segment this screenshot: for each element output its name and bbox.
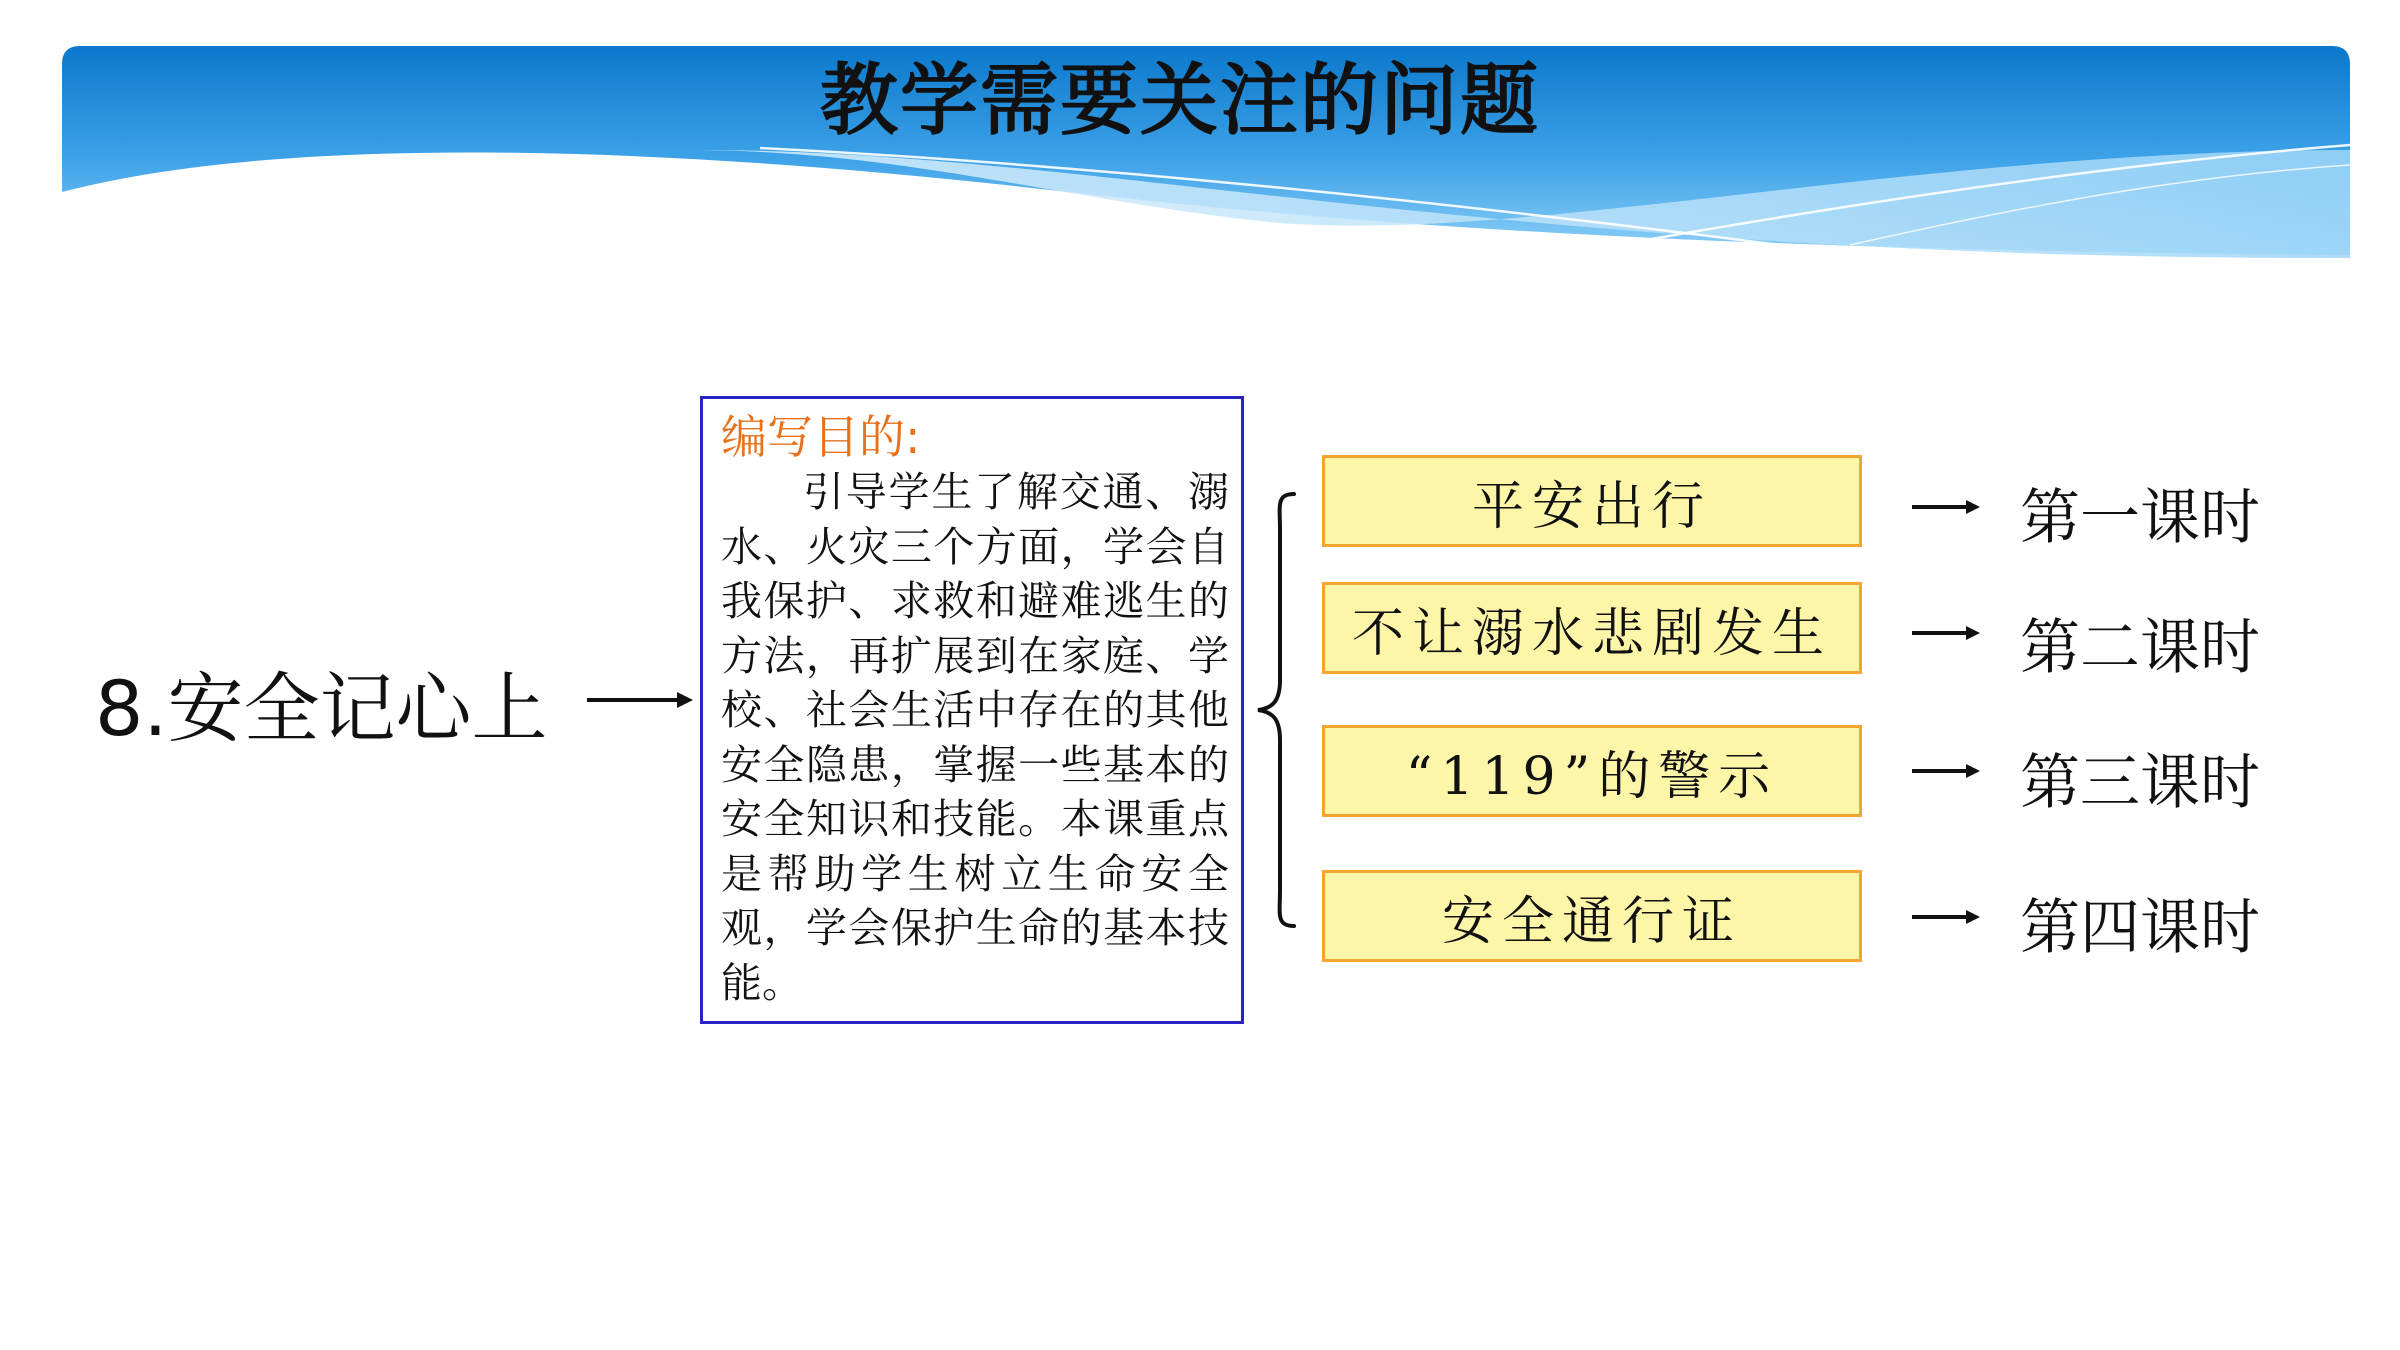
- right-arrow-icon: [1910, 618, 1982, 648]
- period-label-3: 第三课时: [2020, 748, 2260, 818]
- period-label-2: 第二课时: [2020, 613, 2260, 683]
- period-label-1: 第一课时: [2020, 483, 2260, 553]
- purpose-box: [700, 396, 1244, 1024]
- right-arrow-icon: [1910, 492, 1982, 522]
- purpose-heading: 编写目的:: [721, 410, 921, 464]
- lesson-box-4: 安全通行证: [1322, 870, 1862, 962]
- right-arrow-icon: [1910, 756, 1982, 786]
- slide-title: 教学需要关注的问题: [819, 56, 1540, 146]
- lesson-box-3: “119”的警示: [1322, 725, 1862, 817]
- purpose-body: 引导学生了解交通、溺水、火灾三个方面，学会自我保护、求救和避难逃生的方法，再扩展到在家庭、学校、社会生活中存在的其他安全隐患，掌握一些基本的安全知识和技能。本课重点是帮助学生树立生命安全观，学会保护生命的基本技能。: [721, 468, 1229, 1007]
- period-label-4: 第四课时: [2020, 893, 2260, 963]
- unit-title: 8.安全记心上: [95, 664, 548, 753]
- lesson-box-1: 平安出行: [1322, 455, 1862, 547]
- curly-brace-icon: [1250, 490, 1300, 930]
- right-arrow-icon: [1910, 902, 1982, 932]
- lesson-box-2: 不让溺水悲剧发生: [1322, 582, 1862, 674]
- right-arrow-icon: [585, 680, 695, 720]
